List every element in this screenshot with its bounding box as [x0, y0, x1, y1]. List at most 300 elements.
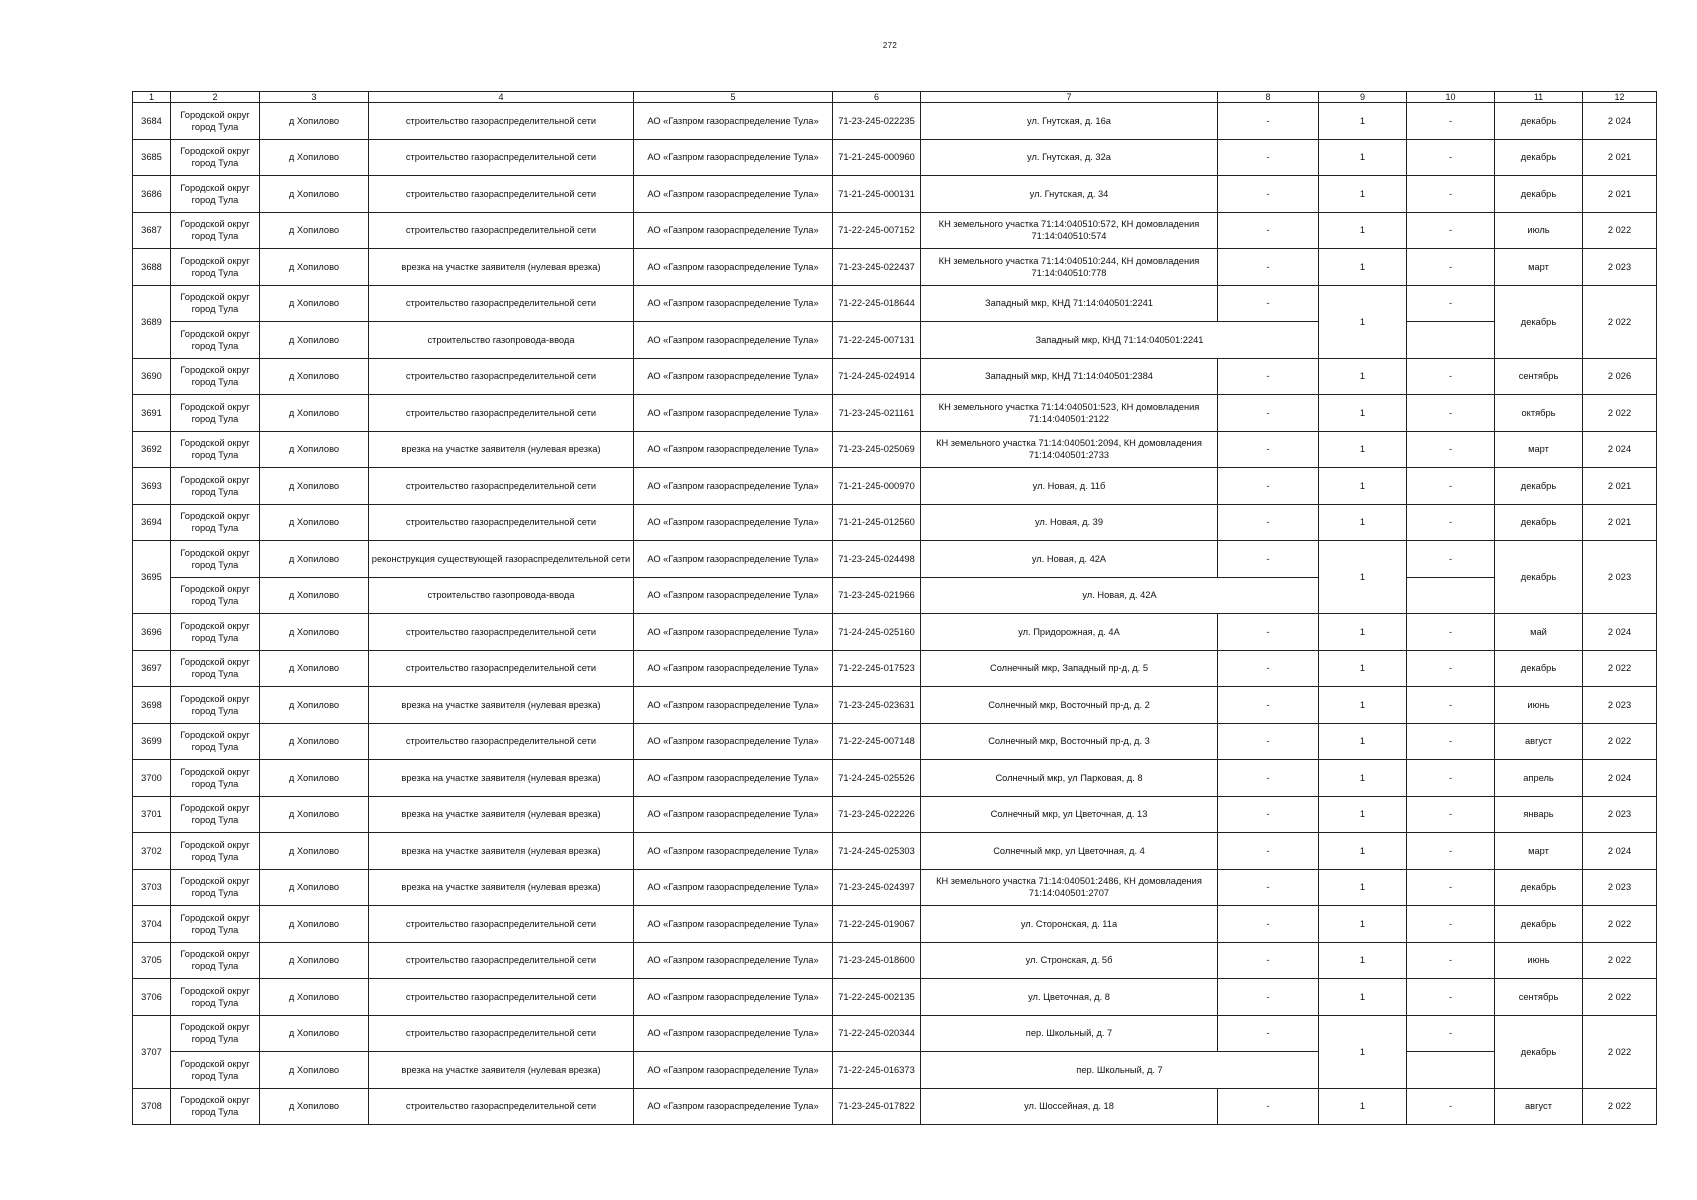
address-cell: Солнечный мкр, Восточный пр-д, д. 3	[921, 723, 1218, 760]
district-cell: Городской округ город Тула	[171, 906, 260, 943]
address-cell: ул. Гнутская, д. 16а	[921, 103, 1218, 140]
col10-cell: -	[1407, 869, 1495, 906]
row-number-cell: 3702	[133, 833, 171, 870]
year-cell: 2 021	[1583, 139, 1657, 176]
col9-cell: 1	[1319, 103, 1407, 140]
year-cell: 2 022	[1583, 212, 1657, 249]
row-number-cell: 3687	[133, 212, 171, 249]
organization-cell: АО «Газпром газораспределение Тула»	[634, 687, 833, 724]
address-cell: Западный мкр, КНД 71:14:040501:2241	[921, 285, 1218, 322]
col9-cell: 1	[1319, 249, 1407, 286]
col8-cell: -	[1218, 541, 1319, 578]
work-type-cell: врезка на участке заявителя (нулевая врезка)	[369, 687, 634, 724]
work-type-cell: строительство газопровода-ввода	[369, 577, 634, 614]
village-cell: д Хопилово	[260, 285, 369, 322]
village-cell: д Хопилово	[260, 1052, 369, 1089]
district-cell: Городской округ город Тула	[171, 942, 260, 979]
col9-cell: 1	[1319, 431, 1407, 468]
work-type-cell: строительство газораспределительной сети	[369, 395, 634, 432]
col8-cell: -	[1218, 468, 1319, 505]
work-type-cell: реконструкция существующей газораспределительной сети	[369, 541, 634, 578]
col8-cell: -	[1218, 285, 1319, 322]
col10-cell: -	[1407, 285, 1495, 322]
row-number-cell: 3700	[133, 760, 171, 797]
work-type-cell: строительство газораспределительной сети	[369, 614, 634, 651]
table-row	[133, 906, 1657, 943]
work-type-cell: строительство газораспределительной сети	[369, 504, 634, 541]
organization-cell: АО «Газпром газораспределение Тула»	[634, 942, 833, 979]
col8-cell: -	[1218, 614, 1319, 651]
organization-cell: АО «Газпром газораспределение Тула»	[634, 614, 833, 651]
work-type-cell: строительство газораспределительной сети	[369, 103, 634, 140]
district-cell: Городской округ город Тула	[171, 358, 260, 395]
col9-cell: 1	[1319, 723, 1407, 760]
address-cell: ул. Придорожная, д. 4А	[921, 614, 1218, 651]
col9-cell: 1	[1319, 760, 1407, 797]
work-type-cell: строительство газораспределительной сети	[369, 176, 634, 213]
column-header: 4	[369, 92, 634, 103]
address-cell: ул. Шоссейная, д. 18	[921, 1088, 1218, 1125]
table-row	[133, 577, 1657, 614]
col10-cell: -	[1407, 833, 1495, 870]
column-header: 7	[921, 92, 1218, 103]
application-code-cell: 71-23-245-025069	[833, 431, 921, 468]
village-cell: д Хопилово	[260, 249, 369, 286]
column-header: 1	[133, 92, 171, 103]
col10-cell	[1407, 1052, 1495, 1089]
organization-cell: АО «Газпром газораспределение Тула»	[634, 541, 833, 578]
col10-cell: -	[1407, 942, 1495, 979]
row-number-cell: 3693	[133, 468, 171, 505]
work-type-cell: строительство газопровода-ввода	[369, 322, 634, 359]
month-cell: декабрь	[1495, 541, 1583, 614]
district-cell: Городской округ город Тула	[171, 577, 260, 614]
application-code-cell: 71-21-245-000970	[833, 468, 921, 505]
district-cell: Городской округ город Тула	[171, 176, 260, 213]
col8-cell: -	[1218, 504, 1319, 541]
row-number-cell: 3704	[133, 906, 171, 943]
work-type-cell: строительство газораспределительной сети	[369, 723, 634, 760]
application-code-cell: 71-22-245-017523	[833, 650, 921, 687]
village-cell: д Хопилово	[260, 687, 369, 724]
work-type-cell: врезка на участке заявителя (нулевая врезка)	[369, 249, 634, 286]
page-number: 272	[882, 41, 898, 50]
organization-cell: АО «Газпром газораспределение Тула»	[634, 504, 833, 541]
village-cell: д Хопилово	[260, 760, 369, 797]
work-type-cell: строительство газораспределительной сети	[369, 942, 634, 979]
application-code-cell: 71-24-245-025526	[833, 760, 921, 797]
col9-cell: 1	[1319, 358, 1407, 395]
col10-cell: -	[1407, 723, 1495, 760]
year-cell: 2 022	[1583, 650, 1657, 687]
address-cell: КН земельного участка 71:14:040501:2486, КН домовладения 71:14:040501:2707	[921, 869, 1218, 906]
organization-cell: АО «Газпром газораспределение Тула»	[634, 1015, 833, 1052]
village-cell: д Хопилово	[260, 322, 369, 359]
year-cell: 2 023	[1583, 541, 1657, 614]
organization-cell: АО «Газпром газораспределение Тула»	[634, 833, 833, 870]
application-code-cell: 71-22-245-019067	[833, 906, 921, 943]
address-cell: КН земельного участка 71:14:040501:2094, КН домовладения 71:14:040501:2733	[921, 431, 1218, 468]
col10-cell	[1407, 322, 1495, 359]
column-header: 10	[1407, 92, 1495, 103]
col9-cell: 1	[1319, 906, 1407, 943]
table-row	[133, 541, 1657, 578]
work-type-cell: строительство газораспределительной сети	[369, 468, 634, 505]
col10-cell: -	[1407, 760, 1495, 797]
col8-cell: -	[1218, 1088, 1319, 1125]
address-cell: Солнечный мкр, Восточный пр-д, д. 2	[921, 687, 1218, 724]
village-cell: д Хопилово	[260, 212, 369, 249]
table-row	[133, 176, 1657, 213]
col8-cell: -	[1218, 395, 1319, 432]
row-number-cell: 3705	[133, 942, 171, 979]
col9-cell: 1	[1319, 869, 1407, 906]
row-number-cell: 3707	[133, 1015, 171, 1088]
address-cell: ул. Новая, д. 11б	[921, 468, 1218, 505]
month-cell: декабрь	[1495, 468, 1583, 505]
year-cell: 2 022	[1583, 906, 1657, 943]
table-row	[133, 1088, 1657, 1125]
month-cell: июнь	[1495, 687, 1583, 724]
district-cell: Городской округ город Тула	[171, 869, 260, 906]
row-number-cell: 3695	[133, 541, 171, 614]
address-cell: ул. Сторонская, д. 11а	[921, 906, 1218, 943]
organization-cell: АО «Газпром газораспределение Тула»	[634, 979, 833, 1016]
col9-cell: 1	[1319, 1088, 1407, 1125]
year-cell: 2 021	[1583, 176, 1657, 213]
district-cell: Городской округ город Тула	[171, 796, 260, 833]
district-cell: Городской округ город Тула	[171, 723, 260, 760]
district-cell: Городской округ город Тула	[171, 614, 260, 651]
col8-cell: -	[1218, 176, 1319, 213]
application-code-cell: 71-21-245-012560	[833, 504, 921, 541]
col9-cell: 1	[1319, 176, 1407, 213]
col9-cell: 1	[1319, 395, 1407, 432]
district-cell: Городской округ город Тула	[171, 833, 260, 870]
village-cell: д Хопилово	[260, 103, 369, 140]
row-number-cell: 3692	[133, 431, 171, 468]
address-cell: КН земельного участка 71:14:040501:523, КН домовладения 71:14:040501:2122	[921, 395, 1218, 432]
village-cell: д Хопилово	[260, 723, 369, 760]
village-cell: д Хопилово	[260, 942, 369, 979]
table-row	[133, 833, 1657, 870]
table-row	[133, 723, 1657, 760]
village-cell: д Хопилово	[260, 796, 369, 833]
work-type-cell: строительство газораспределительной сети	[369, 285, 634, 322]
district-cell: Городской округ город Тула	[171, 322, 260, 359]
month-cell: март	[1495, 431, 1583, 468]
work-type-cell: строительство газораспределительной сети	[369, 979, 634, 1016]
col9-cell: 1	[1319, 614, 1407, 651]
organization-cell: АО «Газпром газораспределение Тула»	[634, 431, 833, 468]
month-cell: август	[1495, 723, 1583, 760]
col8-cell: -	[1218, 723, 1319, 760]
col8-cell: -	[1218, 979, 1319, 1016]
application-code-cell: 71-24-245-024914	[833, 358, 921, 395]
address-cell: Солнечный мкр, ул Цветочная, д. 13	[921, 796, 1218, 833]
col9-cell: 1	[1319, 942, 1407, 979]
table-row	[133, 103, 1657, 140]
col9-cell: 1	[1319, 650, 1407, 687]
village-cell: д Хопилово	[260, 504, 369, 541]
month-cell: декабрь	[1495, 906, 1583, 943]
work-type-cell: строительство газораспределительной сети	[369, 358, 634, 395]
organization-cell: АО «Газпром газораспределение Тула»	[634, 796, 833, 833]
row-number-cell: 3694	[133, 504, 171, 541]
col10-cell: -	[1407, 139, 1495, 176]
year-cell: 2 023	[1583, 796, 1657, 833]
row-number-cell: 3706	[133, 979, 171, 1016]
application-code-cell: 71-23-245-022437	[833, 249, 921, 286]
application-code-cell: 71-23-245-018600	[833, 942, 921, 979]
organization-cell: АО «Газпром газораспределение Тула»	[634, 395, 833, 432]
application-code-cell: 71-22-245-007131	[833, 322, 921, 359]
address-cell: пер. Школьный, д. 7	[921, 1015, 1218, 1052]
col10-cell: -	[1407, 1015, 1495, 1052]
work-type-cell: строительство газораспределительной сети	[369, 1015, 634, 1052]
work-type-cell: врезка на участке заявителя (нулевая врезка)	[369, 1052, 634, 1089]
address-cell: ул. Новая, д. 42А	[921, 541, 1218, 578]
row-number-cell: 3701	[133, 796, 171, 833]
district-cell: Городской округ город Тула	[171, 541, 260, 578]
work-type-cell: врезка на участке заявителя (нулевая врезка)	[369, 833, 634, 870]
col10-cell: -	[1407, 614, 1495, 651]
application-code-cell: 71-22-245-007148	[833, 723, 921, 760]
organization-cell: АО «Газпром газораспределение Тула»	[634, 285, 833, 322]
col10-cell: -	[1407, 431, 1495, 468]
col9-cell: 1	[1319, 833, 1407, 870]
village-cell: д Хопилово	[260, 358, 369, 395]
address-cell: КН земельного участка 71:14:040510:244, КН домовладения 71:14:040510:778	[921, 249, 1218, 286]
village-cell: д Хопилово	[260, 650, 369, 687]
table-row	[133, 760, 1657, 797]
month-cell: декабрь	[1495, 1015, 1583, 1088]
application-code-cell: 71-23-245-022226	[833, 796, 921, 833]
district-cell: Городской округ город Тула	[171, 687, 260, 724]
organization-cell: АО «Газпром газораспределение Тула»	[634, 139, 833, 176]
district-cell: Городской округ город Тула	[171, 285, 260, 322]
year-cell: 2 026	[1583, 358, 1657, 395]
year-cell: 2 022	[1583, 1015, 1657, 1088]
col9-cell: 1	[1319, 1015, 1407, 1088]
col8-cell: -	[1218, 760, 1319, 797]
table-row	[133, 1015, 1657, 1052]
village-cell: д Хопилово	[260, 979, 369, 1016]
address-cell: Западный мкр, КНД 71:14:040501:2241	[921, 322, 1319, 359]
work-type-cell: врезка на участке заявителя (нулевая врезка)	[369, 796, 634, 833]
col8-cell: -	[1218, 906, 1319, 943]
organization-cell: АО «Газпром газораспределение Тула»	[634, 322, 833, 359]
application-code-cell: 71-23-245-022235	[833, 103, 921, 140]
district-cell: Городской округ город Тула	[171, 249, 260, 286]
col8-cell: -	[1218, 212, 1319, 249]
column-header: 6	[833, 92, 921, 103]
col9-cell: 1	[1319, 285, 1407, 358]
address-cell: пер. Школьный, д. 7	[921, 1052, 1319, 1089]
district-cell: Городской округ город Тула	[171, 212, 260, 249]
col8-cell: -	[1218, 358, 1319, 395]
year-cell: 2 023	[1583, 249, 1657, 286]
organization-cell: АО «Газпром газораспределение Тула»	[634, 1052, 833, 1089]
work-type-cell: строительство газораспределительной сети	[369, 906, 634, 943]
district-cell: Городской округ город Тула	[171, 1088, 260, 1125]
application-code-cell: 71-23-245-023631	[833, 687, 921, 724]
table-row	[133, 431, 1657, 468]
work-type-cell: врезка на участке заявителя (нулевая врезка)	[369, 869, 634, 906]
table-row	[133, 796, 1657, 833]
year-cell: 2 022	[1583, 1088, 1657, 1125]
address-cell: ул. Гнутская, д. 32а	[921, 139, 1218, 176]
village-cell: д Хопилово	[260, 541, 369, 578]
district-cell: Городской округ город Тула	[171, 139, 260, 176]
col10-cell: -	[1407, 1088, 1495, 1125]
table-row	[133, 687, 1657, 724]
work-type-cell: строительство газораспределительной сети	[369, 212, 634, 249]
village-cell: д Хопилово	[260, 906, 369, 943]
col9-cell: 1	[1319, 541, 1407, 614]
village-cell: д Хопилово	[260, 395, 369, 432]
month-cell: октябрь	[1495, 395, 1583, 432]
organization-cell: АО «Газпром газораспределение Тула»	[634, 869, 833, 906]
month-cell: декабрь	[1495, 869, 1583, 906]
organization-cell: АО «Газпром газораспределение Тула»	[634, 212, 833, 249]
col10-cell: -	[1407, 212, 1495, 249]
column-header: 5	[634, 92, 833, 103]
month-cell: декабрь	[1495, 650, 1583, 687]
col8-cell: -	[1218, 687, 1319, 724]
organization-cell: АО «Газпром газораспределение Тула»	[634, 906, 833, 943]
month-cell: январь	[1495, 796, 1583, 833]
year-cell: 2 022	[1583, 942, 1657, 979]
application-code-cell: 71-23-245-017822	[833, 1088, 921, 1125]
application-code-cell: 71-21-245-000960	[833, 139, 921, 176]
district-cell: Городской округ город Тула	[171, 504, 260, 541]
col10-cell: -	[1407, 979, 1495, 1016]
row-number-cell: 3689	[133, 285, 171, 358]
col10-cell: -	[1407, 176, 1495, 213]
organization-cell: АО «Газпром газораспределение Тула»	[634, 468, 833, 505]
column-header: 9	[1319, 92, 1407, 103]
col9-cell: 1	[1319, 796, 1407, 833]
year-cell: 2 022	[1583, 723, 1657, 760]
month-cell: август	[1495, 1088, 1583, 1125]
year-cell: 2 023	[1583, 687, 1657, 724]
application-code-cell: 71-23-245-021966	[833, 577, 921, 614]
row-number-cell: 3691	[133, 395, 171, 432]
organization-cell: АО «Газпром газораспределение Тула»	[634, 176, 833, 213]
organization-cell: АО «Газпром газораспределение Тула»	[634, 577, 833, 614]
col8-cell: -	[1218, 103, 1319, 140]
work-type-cell: строительство газораспределительной сети	[369, 650, 634, 687]
col10-cell: -	[1407, 906, 1495, 943]
village-cell: д Хопилово	[260, 614, 369, 651]
row-number-cell: 3685	[133, 139, 171, 176]
table-row	[133, 468, 1657, 505]
col8-cell: -	[1218, 650, 1319, 687]
column-header: 11	[1495, 92, 1583, 103]
col9-cell: 1	[1319, 468, 1407, 505]
village-cell: д Хопилово	[260, 176, 369, 213]
col10-cell: -	[1407, 504, 1495, 541]
col10-cell: -	[1407, 249, 1495, 286]
col8-cell: -	[1218, 1015, 1319, 1052]
application-code-cell: 71-22-245-020344	[833, 1015, 921, 1052]
col8-cell: -	[1218, 139, 1319, 176]
district-cell: Городской округ город Тула	[171, 760, 260, 797]
column-header: 8	[1218, 92, 1319, 103]
application-code-cell: 71-23-245-024397	[833, 869, 921, 906]
table-row	[133, 212, 1657, 249]
row-number-cell: 3697	[133, 650, 171, 687]
year-cell: 2 024	[1583, 614, 1657, 651]
year-cell: 2 024	[1583, 760, 1657, 797]
month-cell: декабрь	[1495, 285, 1583, 358]
month-cell: май	[1495, 614, 1583, 651]
address-cell: ул. Стронская, д. 5б	[921, 942, 1218, 979]
work-type-cell: строительство газораспределительной сети	[369, 1088, 634, 1125]
district-cell: Городской округ город Тула	[171, 103, 260, 140]
address-cell: Солнечный мкр, ул Цветочная, д. 4	[921, 833, 1218, 870]
district-cell: Городской округ город Тула	[171, 431, 260, 468]
address-cell: ул. Цветочная, д. 8	[921, 979, 1218, 1016]
col10-cell: -	[1407, 395, 1495, 432]
year-cell: 2 021	[1583, 504, 1657, 541]
row-number-cell: 3708	[133, 1088, 171, 1125]
col9-cell: 1	[1319, 687, 1407, 724]
col10-cell: -	[1407, 650, 1495, 687]
month-cell: декабрь	[1495, 139, 1583, 176]
col10-cell: -	[1407, 358, 1495, 395]
col8-cell: -	[1218, 833, 1319, 870]
year-cell: 2 022	[1583, 285, 1657, 358]
village-cell: д Хопилово	[260, 468, 369, 505]
month-cell: декабрь	[1495, 103, 1583, 140]
organization-cell: АО «Газпром газораспределение Тула»	[634, 103, 833, 140]
gasification-table	[132, 91, 1657, 1125]
application-code-cell: 71-23-245-024498	[833, 541, 921, 578]
col8-cell: -	[1218, 249, 1319, 286]
table-row	[133, 650, 1657, 687]
table-row	[133, 395, 1657, 432]
table-row	[133, 249, 1657, 286]
column-header: 12	[1583, 92, 1657, 103]
month-cell: декабрь	[1495, 176, 1583, 213]
district-cell: Городской округ город Тула	[171, 979, 260, 1016]
work-type-cell: врезка на участке заявителя (нулевая врезка)	[369, 760, 634, 797]
address-cell: ул. Новая, д. 39	[921, 504, 1218, 541]
column-header: 2	[171, 92, 260, 103]
col8-cell: -	[1218, 942, 1319, 979]
table-row	[133, 979, 1657, 1016]
year-cell: 2 024	[1583, 103, 1657, 140]
table-row	[133, 869, 1657, 906]
village-cell: д Хопилово	[260, 139, 369, 176]
month-cell: сентябрь	[1495, 358, 1583, 395]
year-cell: 2 022	[1583, 395, 1657, 432]
month-cell: июль	[1495, 212, 1583, 249]
address-cell: ул. Гнутская, д. 34	[921, 176, 1218, 213]
application-code-cell: 71-24-245-025160	[833, 614, 921, 651]
header-row	[133, 92, 1657, 103]
application-code-cell: 71-22-245-007152	[833, 212, 921, 249]
col9-cell: 1	[1319, 979, 1407, 1016]
table-row	[133, 614, 1657, 651]
village-cell: д Хопилово	[260, 869, 369, 906]
village-cell: д Хопилово	[260, 577, 369, 614]
address-cell: КН земельного участка 71:14:040510:572, КН домовладения 71:14:040510:574	[921, 212, 1218, 249]
address-cell: Западный мкр, КНД 71:14:040501:2384	[921, 358, 1218, 395]
month-cell: март	[1495, 249, 1583, 286]
